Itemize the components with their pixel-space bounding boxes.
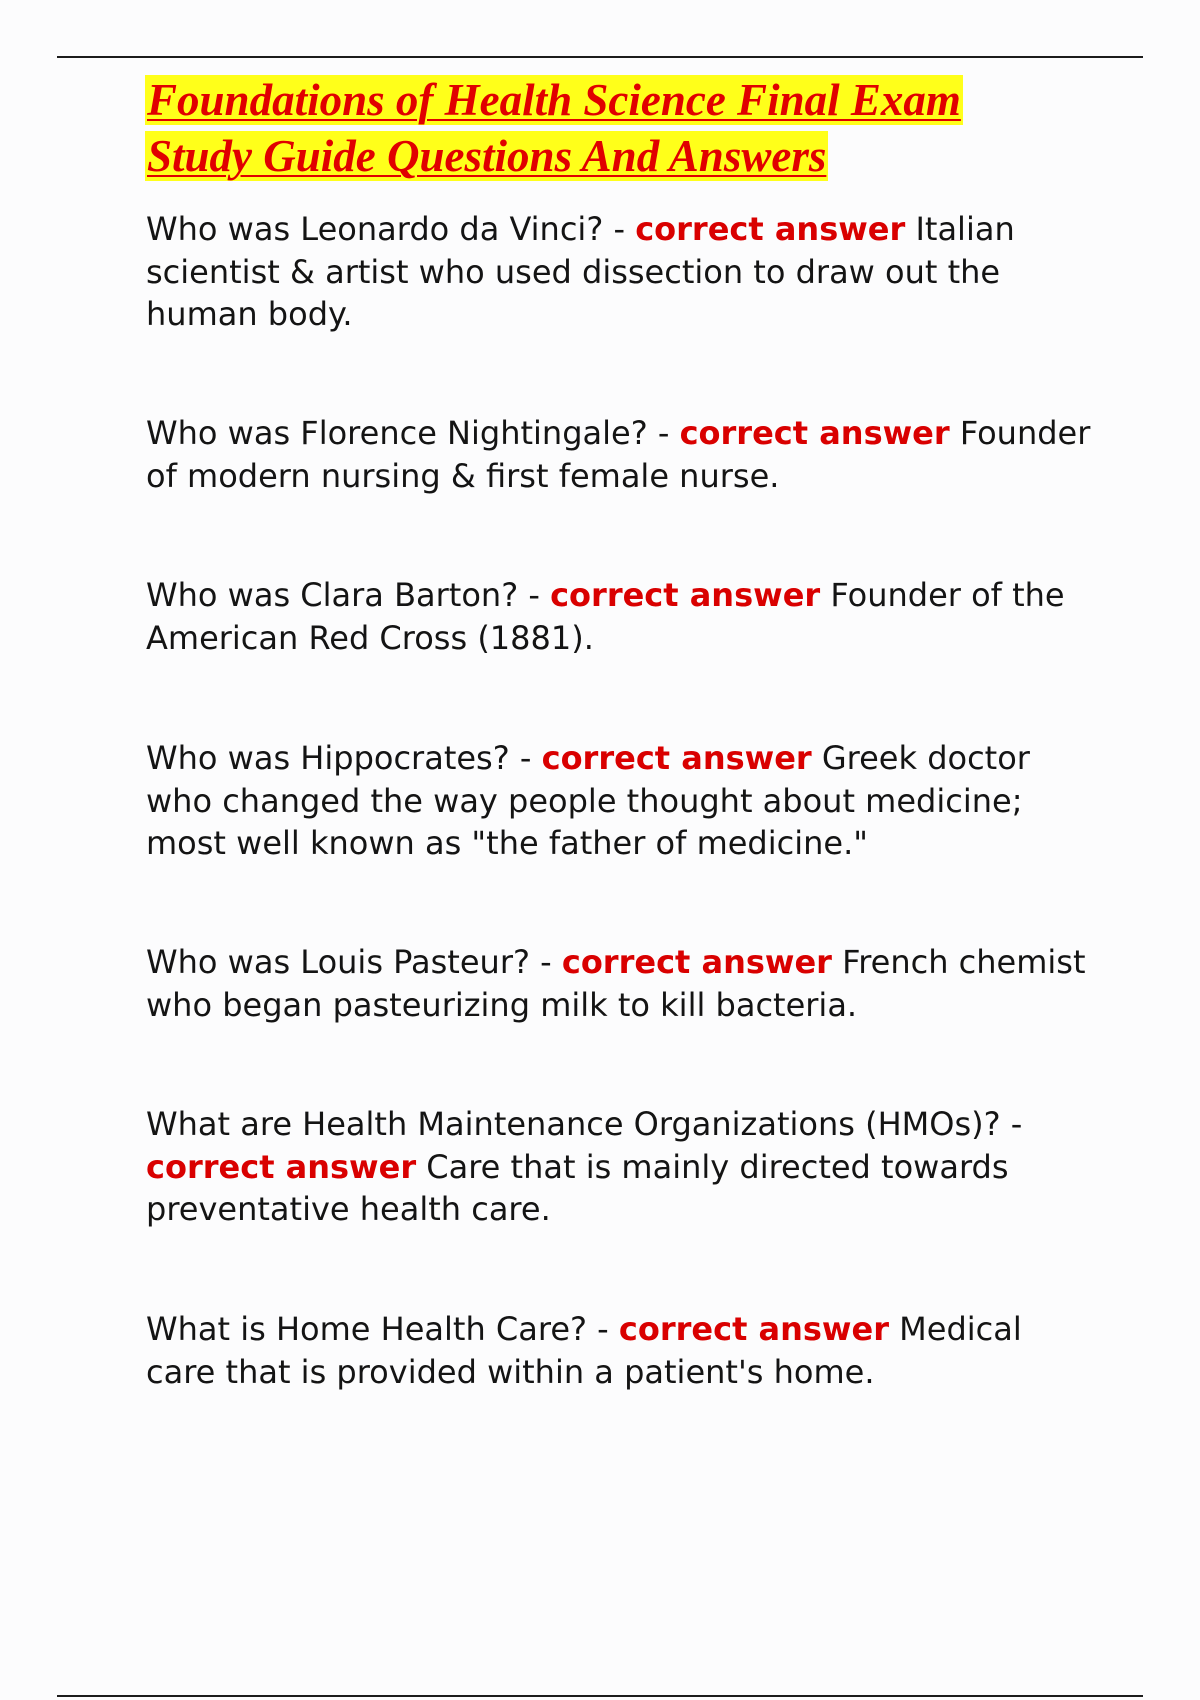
question-text: Who was Louis Pasteur? -	[146, 943, 562, 981]
title-line-2: Study Guide Questions And Answers	[147, 131, 827, 181]
question-text: Who was Florence Nightingale? -	[146, 414, 680, 452]
document-title	[145, 72, 1145, 184]
title-line-1: Foundations of Health Science Final Exam	[147, 75, 961, 125]
qa-item	[146, 941, 1096, 1026]
answer-text: Care that is mainly directed towards preventative health care.	[146, 1147, 1009, 1228]
qa-item	[146, 737, 1096, 865]
question-text: What is Home Health Care? -	[146, 1310, 619, 1348]
footer-rule	[57, 1695, 1143, 1697]
answer-label: correct answer	[635, 210, 906, 248]
question-text: Who was Leonardo da Vinci? -	[146, 210, 636, 248]
answer-text: Founder of modern nursing & first female nurse.	[146, 414, 1091, 495]
answer-label: correct answer	[618, 1310, 889, 1348]
answer-label: correct answer	[146, 1147, 417, 1186]
answer-text: Greek doctor who changed the way people thought about medicine; most well known as "the father of medicine."	[146, 739, 1030, 862]
answer-text: Italian scientist & artist who used dissection to draw out the human body.	[146, 210, 1015, 333]
answer-text: French chemist who began pasteurizing milk to kill bacteria.	[146, 943, 1086, 1024]
qa-item	[146, 412, 1096, 497]
question-text: Who was Hippocrates? -	[146, 739, 542, 777]
answer-text: Medical care that is provided within a patient's home.	[146, 1310, 1022, 1391]
answer-label: correct answer	[550, 576, 821, 614]
question-text: What are Health Maintenance Organizations (HMOs)? -	[146, 1105, 1023, 1143]
qa-item	[146, 574, 1096, 659]
answer-label: correct answer	[679, 414, 950, 452]
header-rule	[57, 56, 1143, 58]
question-text: Who was Clara Barton? -	[146, 576, 551, 614]
answer-text: Founder of the American Red Cross (1881).	[146, 576, 1065, 657]
answer-label: correct answer	[561, 943, 832, 981]
qa-item	[146, 1103, 1096, 1231]
qa-item	[146, 1308, 1096, 1393]
qa-item	[146, 208, 1096, 336]
answer-label: correct answer	[541, 739, 812, 777]
